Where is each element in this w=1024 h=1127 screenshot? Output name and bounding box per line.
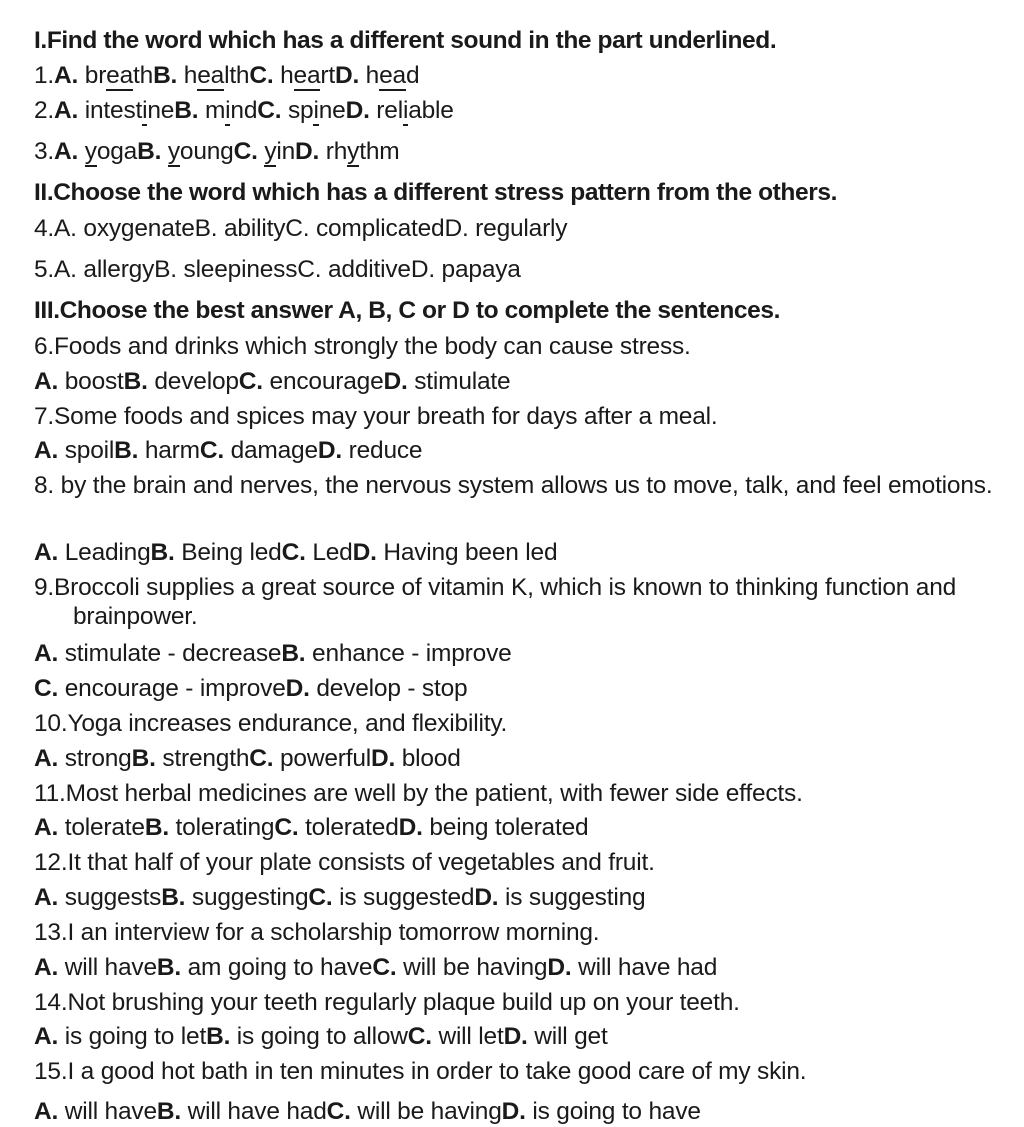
option-text: damage xyxy=(223,437,318,464)
option-text: stimulate xyxy=(407,368,511,395)
option-text: tolerated xyxy=(298,814,399,841)
question-14-options xyxy=(34,1022,1016,1051)
q3-option-d-letter: D. xyxy=(295,138,320,165)
q2-option-a-letter: A. xyxy=(54,97,79,124)
q3-option-a-letter: A. xyxy=(54,138,79,165)
question-2 xyxy=(34,96,1016,125)
q1-d-underlined: ea xyxy=(379,62,406,89)
question-12-options xyxy=(34,883,1016,912)
option-text: being tolerated xyxy=(422,814,589,841)
option-letter: B. xyxy=(114,437,139,464)
option-text: is going to let xyxy=(58,1023,207,1050)
q3-b-pre xyxy=(161,138,168,165)
q1-b-pre: h xyxy=(177,62,198,89)
q2-option-d-letter: D. xyxy=(345,97,370,124)
option-text: stimulate - decrease xyxy=(58,640,282,667)
option-text: will have had xyxy=(180,1098,327,1125)
q1-option-c-letter: C. xyxy=(249,62,274,89)
option-letter: C. xyxy=(34,675,59,702)
q1-option-a-letter: A. xyxy=(54,62,79,89)
q1-a-underlined: ea xyxy=(106,62,134,89)
q3-a-pre xyxy=(78,138,85,165)
q3-d-pre: rh xyxy=(319,138,348,165)
option-letter: B. xyxy=(123,368,148,395)
q1-a-post: th xyxy=(133,62,154,89)
q1-option-d-letter: D. xyxy=(334,62,360,89)
question-9: 9.Broccoli supplies a great source of vitamin K, which is known to thinking function and brainpower. xyxy=(34,574,957,631)
option-letter: A. xyxy=(34,745,59,772)
q1-option-b-letter: B. xyxy=(153,62,178,89)
option-letter: D. xyxy=(474,884,499,911)
option-text: am going to have xyxy=(180,954,373,981)
q1-b-underlined: ea xyxy=(197,62,225,89)
q3-a-post: oga xyxy=(96,138,138,165)
q2-number: 2. xyxy=(34,97,55,124)
option-text: Led xyxy=(305,539,353,566)
question-1 xyxy=(34,61,1016,90)
option-letter: B. xyxy=(206,1023,231,1050)
option-letter: C. xyxy=(308,884,333,911)
question-10-options xyxy=(34,744,1016,773)
option-text: develop - stop xyxy=(309,675,468,702)
option-text: is suggested xyxy=(332,884,475,911)
q2-b-post: nd xyxy=(230,97,258,124)
q2-c-post: ne xyxy=(318,97,346,124)
section-1-heading: I.Find the word which has a different sound in the part underlined. xyxy=(34,27,777,54)
q2-a-pre: intest xyxy=(78,97,143,124)
q2-c-pre: sp xyxy=(281,97,314,124)
option-letter: C. xyxy=(281,539,306,566)
question-4: 4.A. oxygenateB. abilityC. complicatedD. regularly xyxy=(34,215,568,242)
option-letter: B. xyxy=(144,814,169,841)
question-6: 6.Foods and drinks which strongly the body can cause stress. xyxy=(34,333,691,360)
question-15-options xyxy=(34,1097,1016,1126)
option-letter: B. xyxy=(156,954,181,981)
question-9-options-ab xyxy=(34,639,1016,668)
q1-c-post: rt xyxy=(320,62,335,89)
option-letter: C. xyxy=(372,954,397,981)
option-letter: A. xyxy=(34,368,59,395)
option-letter: D. xyxy=(503,1023,528,1050)
option-letter: D. xyxy=(547,954,572,981)
q2-d-pre: rel xyxy=(369,97,403,124)
question-13-options xyxy=(34,953,1016,982)
option-text: is going to have xyxy=(525,1098,701,1125)
option-letter: A. xyxy=(34,437,59,464)
q2-option-c-letter: C. xyxy=(257,97,282,124)
option-letter: D. xyxy=(285,675,310,702)
option-text: Being led xyxy=(174,539,282,566)
option-letter: A. xyxy=(34,539,59,566)
q1-d-pre: h xyxy=(359,62,380,89)
q1-number: 1. xyxy=(34,62,55,89)
q3-c-underlined: y xyxy=(264,138,277,165)
option-text: tolerate xyxy=(58,814,145,841)
option-letter: B. xyxy=(131,745,156,772)
option-letter: A. xyxy=(34,954,59,981)
q1-c-pre: h xyxy=(273,62,294,89)
option-letter: D. xyxy=(383,368,408,395)
q1-b-post: lth xyxy=(224,62,250,89)
option-letter: A. xyxy=(34,814,59,841)
question-15: 15.I a good hot bath in ten minutes in order to take good care of my skin. xyxy=(34,1058,807,1085)
question-8: 8. by the brain and nerves, the nervous system allows us to move, talk, and feel emotions. xyxy=(34,472,993,499)
option-text: boost xyxy=(58,368,124,395)
option-text: will be having xyxy=(350,1098,502,1125)
q3-c-post: in xyxy=(276,138,296,165)
option-text: will let xyxy=(431,1023,504,1050)
question-9-options-cd xyxy=(34,674,1016,703)
q3-a-underlined: y xyxy=(84,138,97,165)
option-text: spoil xyxy=(58,437,115,464)
q3-d-post: thm xyxy=(359,138,400,165)
q2-a-post: ne xyxy=(147,97,175,124)
q2-c-underlined: i xyxy=(313,97,319,124)
option-text: is suggesting xyxy=(498,884,646,911)
question-3 xyxy=(34,137,1016,166)
option-letter: C. xyxy=(326,1098,351,1125)
q3-option-c-letter: C. xyxy=(233,138,258,165)
section-2-heading: II.Choose the word which has a different stress pattern from the others. xyxy=(34,179,837,206)
option-letter: D. xyxy=(317,437,343,464)
question-7-options xyxy=(34,436,1016,465)
option-text: Leading xyxy=(58,539,151,566)
option-letter: C. xyxy=(199,437,224,464)
q3-number: 3. xyxy=(34,138,55,165)
option-text: harm xyxy=(138,437,200,464)
option-letter: A. xyxy=(34,1023,59,1050)
option-letter: C. xyxy=(249,745,274,772)
question-5: 5.A. allergyB. sleepinessC. additiveD. papaya xyxy=(34,256,521,283)
option-letter: B. xyxy=(150,539,175,566)
option-text: will have xyxy=(58,954,157,981)
option-text: Having been led xyxy=(376,539,558,566)
option-text: suggests xyxy=(58,884,162,911)
section-3-heading: III.Choose the best answer A, B, C or D to complete the sentences. xyxy=(34,297,780,324)
option-letter: B. xyxy=(161,884,186,911)
option-letter: C. xyxy=(238,368,263,395)
q2-d-underlined: i xyxy=(402,97,409,124)
question-13: 13.I an interview for a scholarship tomorrow morning. xyxy=(34,919,600,946)
option-text: will be having xyxy=(396,954,548,981)
option-text: encourage - improve xyxy=(58,675,286,702)
option-letter: C. xyxy=(407,1023,432,1050)
option-text: powerful xyxy=(273,745,371,772)
option-text: encourage xyxy=(262,368,384,395)
q2-option-b-letter: B. xyxy=(174,97,199,124)
option-letter: B. xyxy=(281,640,306,667)
q2-b-pre: m xyxy=(198,97,226,124)
option-letter: D. xyxy=(501,1098,526,1125)
question-11: 11.Most herbal medicines are well by the patient, with fewer side effects. xyxy=(34,780,803,807)
option-letter: A. xyxy=(34,1098,59,1125)
q3-b-post: oung xyxy=(179,138,234,165)
option-text: strong xyxy=(58,745,132,772)
question-7: 7.Some foods and spices may your breath for days after a meal. xyxy=(34,403,718,430)
q3-d-underlined: y xyxy=(347,138,360,165)
q2-a-underlined: i xyxy=(142,97,148,124)
option-text: blood xyxy=(395,745,461,772)
option-letter: B. xyxy=(156,1098,181,1125)
q3-option-b-letter: B. xyxy=(137,138,162,165)
q3-b-underlined: y xyxy=(167,138,180,165)
option-text: strength xyxy=(155,745,250,772)
option-text: will get xyxy=(527,1023,608,1050)
question-10: 10.Yoga increases endurance, and flexibility. xyxy=(34,710,508,737)
q1-c-underlined: ea xyxy=(293,62,321,89)
question-14: 14.Not brushing your teeth regularly plaque build up on your teeth. xyxy=(34,989,740,1016)
option-letter: A. xyxy=(34,640,59,667)
q2-b-underlined: i xyxy=(225,97,231,124)
q1-d-post: d xyxy=(405,62,420,89)
option-text: will have xyxy=(58,1098,157,1125)
option-letter: D. xyxy=(398,814,423,841)
q2-d-post: able xyxy=(408,97,454,124)
option-text: tolerating xyxy=(168,814,275,841)
question-8-options xyxy=(34,538,1016,567)
option-text: reduce xyxy=(342,437,423,464)
option-letter: D. xyxy=(371,745,396,772)
option-text: is going to allow xyxy=(230,1023,408,1050)
q1-a-pre: br xyxy=(78,62,107,89)
option-text: enhance - improve xyxy=(305,640,512,667)
option-letter: D. xyxy=(352,539,377,566)
question-6-options xyxy=(34,367,1016,396)
option-letter: A. xyxy=(34,884,59,911)
option-letter: C. xyxy=(274,814,299,841)
question-11-options xyxy=(34,813,1016,842)
option-text: develop xyxy=(147,368,239,395)
question-12: 12.It that half of your plate consists of vegetables and fruit. xyxy=(34,849,655,876)
option-text: will have had xyxy=(571,954,718,981)
option-text: suggesting xyxy=(185,884,309,911)
